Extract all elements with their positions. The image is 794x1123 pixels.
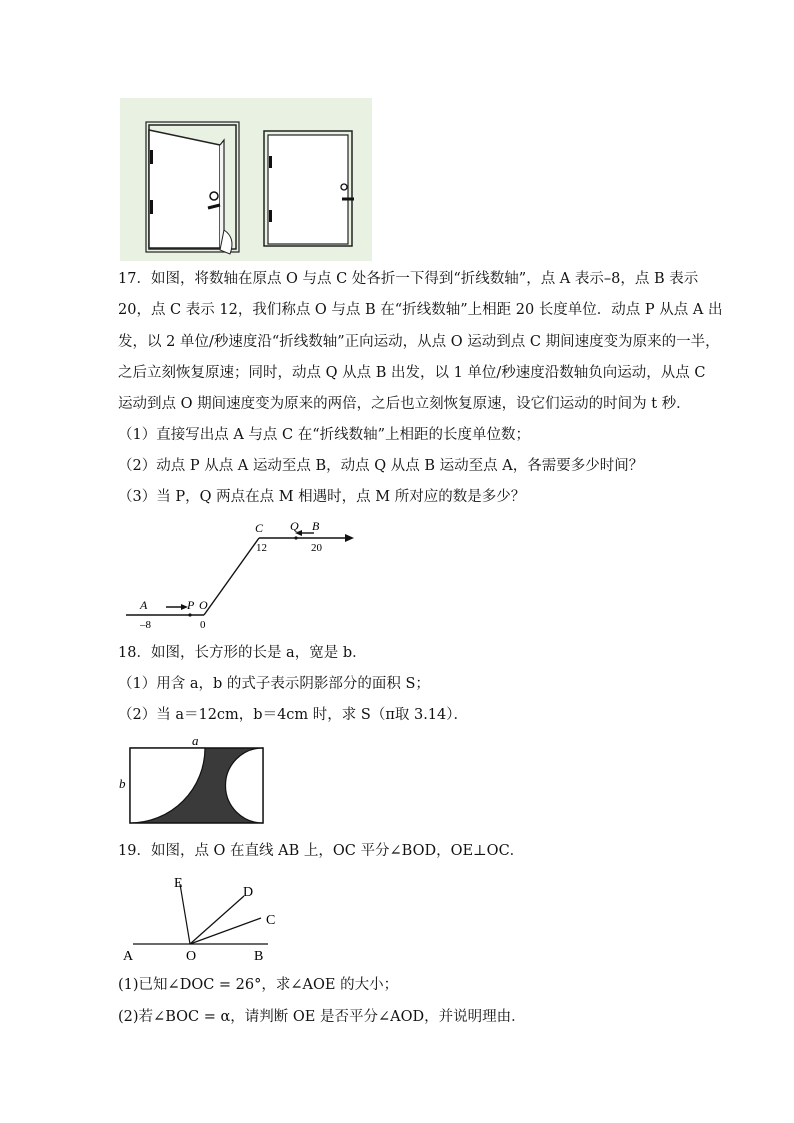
label-B: B [312, 519, 320, 533]
door-illustration [120, 98, 372, 261]
q17-line-2: 20，点 C 表示 12，我们称点 O 与点 B 在“折线数轴”上相距 20 长度单位．动点 P 从点 A 出 [118, 302, 723, 318]
q17-sub-3: （3）当 P，Q 两点在点 M 相遇时，点 M 所对应的数是多少？ [118, 489, 526, 505]
folded-number-line-figure [118, 518, 368, 634]
label-A2: A [123, 949, 134, 964]
q17-sub-1: （1）直接写出点 A 与点 C 在“折线数轴”上相距的长度单位数； [118, 427, 531, 443]
num-A: –8 [140, 619, 151, 631]
label-C2: C [266, 913, 276, 928]
label-P: P [187, 598, 195, 612]
q18-sub-2: （2）当 a＝12cm，b＝4cm 时，求 S（π取 3.14）． [118, 707, 469, 723]
rectangle-shaded-figure [116, 732, 268, 828]
label-O: O [199, 598, 208, 612]
label-b: b [119, 776, 126, 791]
q19-title: 19．如图，点 O 在直线 AB 上，OC 平分∠BOD，OE⊥OC． [118, 843, 525, 859]
label-B2: B [254, 949, 264, 964]
label-O2: O [186, 949, 197, 964]
label-A: A [140, 598, 148, 612]
door-drawing [120, 98, 372, 261]
num-B: 20 [311, 542, 322, 554]
num-C: 12 [256, 542, 267, 554]
q17-line-3: 发，以 2 单位/秒速度沿“折线数轴”正向运动，从点 O 运动到点 C 期间速度变为原来的一半， [118, 334, 720, 350]
q18-title: 18．如图，长方形的长是 a，宽是 b． [118, 645, 367, 661]
q19-sub-1: (1)已知∠DOC = 26°，求∠AOE 的大小； [118, 977, 399, 993]
label-Q: Q [290, 519, 299, 533]
label-a: a [192, 733, 199, 748]
num-O: 0 [200, 619, 206, 631]
label-C: C [255, 521, 264, 535]
q17-line-4: 之后立刻恢复原速；同时，动点 Q 从点 B 出发，以 1 单位/秒速度沿数轴负向运动，从点 C [118, 365, 706, 381]
q17-sub-2: （2）动点 P 从点 A 运动至点 B，动点 Q 从点 B 运动至点 A，各需要多少时间？ [118, 458, 644, 474]
angle-figure [118, 872, 288, 968]
label-D: D [243, 885, 254, 900]
q19-sub-2: (2)若∠BOC = α，请判断 OE 是否平分∠AOD，并说明理由． [118, 1009, 526, 1025]
q17-line-1: 17．如图，将数轴在原点 O 与点 C 处各折一下得到“折线数轴”，点 A 表示–8，点 B 表示 [118, 271, 699, 287]
q18-sub-1: （1）用含 a，b 的式子表示阴影部分的面积 S； [118, 676, 430, 692]
q17-line-5: 运动到点 O 期间速度变为原来的两倍，之后也立刻恢复原速，设它们运动的时间为 t 秒． [118, 396, 691, 412]
label-E: E [174, 876, 183, 891]
